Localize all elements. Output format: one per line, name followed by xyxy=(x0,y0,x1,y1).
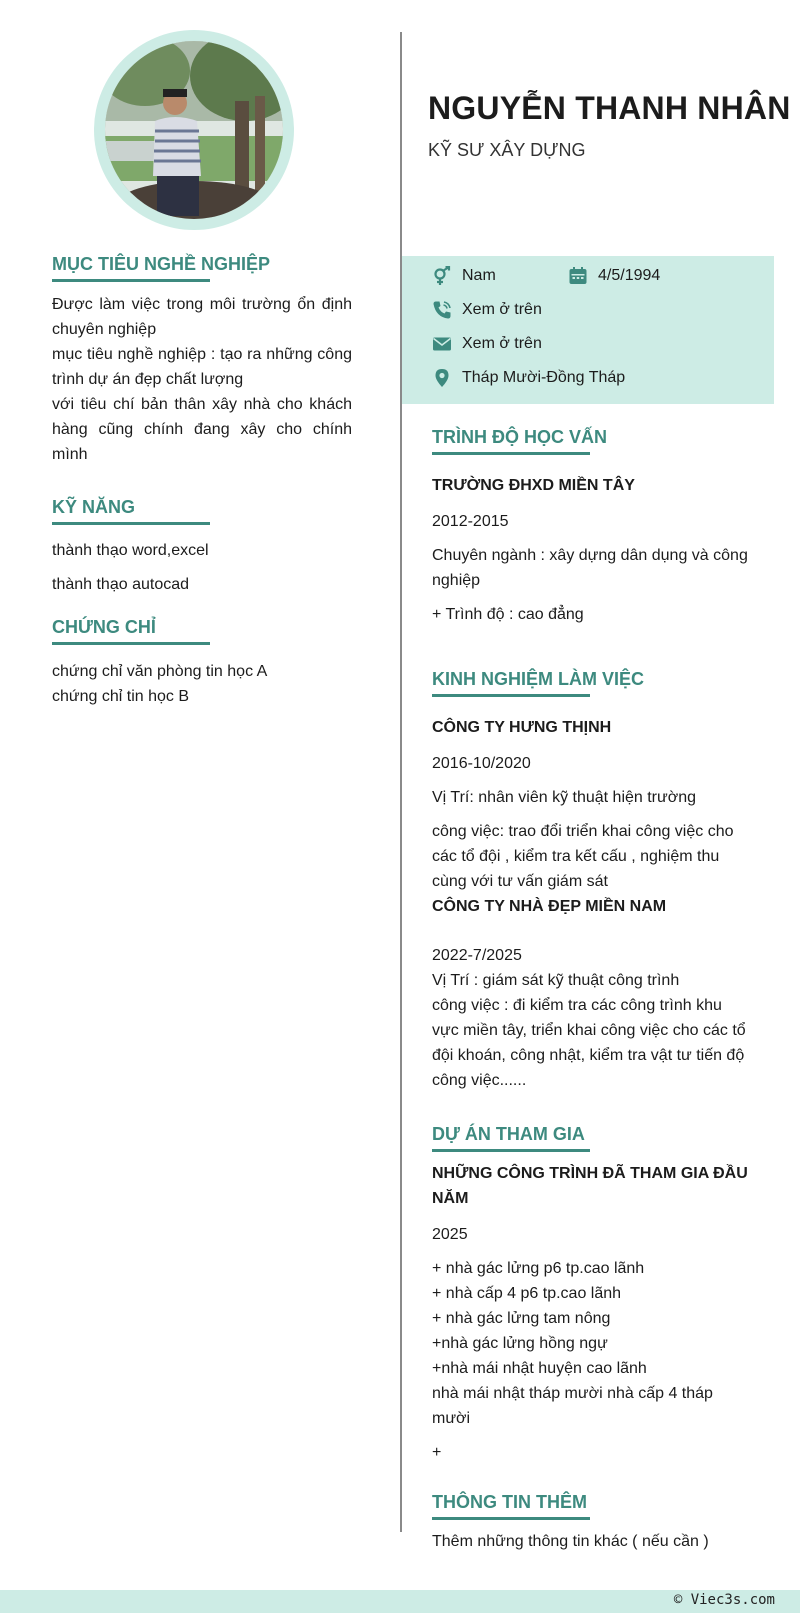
skills-section xyxy=(52,495,352,597)
contact-gender: Nam xyxy=(432,266,496,286)
work-period: 2016-10/2020 xyxy=(432,755,531,772)
section-underline xyxy=(52,642,210,645)
project-item: + nhà gác lửng p6 tp.cao lãnh xyxy=(432,1260,645,1277)
education-level: + Trình độ : cao đẳng xyxy=(432,606,584,623)
avatar xyxy=(94,30,294,230)
footer-watermark: © Viec3s.com xyxy=(673,1592,775,1608)
email-icon xyxy=(432,334,452,354)
projects-year: 2025 xyxy=(432,1226,468,1243)
footer-bar xyxy=(0,1590,800,1613)
certificate-item: chứng chỉ văn phòng tin học A xyxy=(52,663,268,680)
skill-item: thành thạo autocad xyxy=(52,576,190,593)
education-section xyxy=(432,425,752,627)
contact-phone: Xem ở trên xyxy=(432,300,542,320)
section-underline xyxy=(52,522,210,525)
section-title-certificates: CHỨNG CHỈ xyxy=(52,615,156,639)
section-underline xyxy=(432,694,590,697)
section-underline xyxy=(432,452,590,455)
skill-item: thành thạo word,excel xyxy=(52,542,209,559)
job-title: KỸ SƯ XÂY DỰNG xyxy=(428,140,586,160)
school-name: TRƯỜNG ĐHXD MIỀN TÂY xyxy=(432,477,635,494)
project-item: +nhà mái nhật huyện cao lãnh xyxy=(432,1360,647,1377)
section-underline xyxy=(432,1149,590,1152)
avatar-photo xyxy=(105,41,283,219)
phone-icon xyxy=(432,300,452,320)
section-title-experience: KINH NGHIỆM LÀM VIỆC xyxy=(432,667,644,691)
candidate-name: NGUYỄN THANH NHÂN xyxy=(428,90,791,126)
projects-heading: NHỮNG CÔNG TRÌNH ĐÃ THAM GIA ĐẦU NĂM xyxy=(432,1165,748,1207)
work-period: 2022-7/2025 xyxy=(432,947,522,964)
additional-text: Thêm những thông tin khác ( nếu cần ) xyxy=(432,1533,709,1550)
career-objective-text xyxy=(52,292,352,467)
work-position: Vị Trí: nhân viên kỹ thuật hiện trường xyxy=(432,789,697,806)
objective-line: với tiêu chí bản thân xây nhà cho khách hàng cũng chính đang xây cho chính mình xyxy=(52,396,352,463)
experience-section xyxy=(432,667,752,1093)
objective-line: Được làm việc trong môi trường ổn định chuyên nghiệp xyxy=(52,296,352,338)
projects-list xyxy=(432,1256,752,1431)
work-duties: công việc: trao đổi triển khai công việc cho các tổ đội , kiểm tra kết cấu , nghiệm thu cùng với tư vấn giám sát xyxy=(432,823,734,890)
section-title-skills: KỸ NĂNG xyxy=(52,495,135,519)
career-objective-section xyxy=(52,252,352,467)
company-name: CÔNG TY NHÀ ĐẸP MIỀN NAM xyxy=(432,898,667,915)
project-item: + xyxy=(432,1444,442,1461)
work-position: Vị Trí : giám sát kỹ thuật công trình xyxy=(432,972,680,989)
certificates-section xyxy=(52,615,352,709)
section-underline xyxy=(52,279,210,282)
section-title-projects: DỰ ÁN THAM GIA xyxy=(432,1122,585,1146)
work-duties: công việc : đi kiểm tra các công trình khu vực miền tây, triển khai công việc cho các tổ đội khoán, công nhật, kiểm tra vật tư tiến độ công việc...... xyxy=(432,997,746,1089)
contact-panel xyxy=(402,256,774,404)
education-period: 2012-2015 xyxy=(432,513,509,530)
section-underline xyxy=(432,1517,590,1520)
contact-email: Xem ở trên xyxy=(432,334,542,354)
location-pin-icon xyxy=(432,368,452,388)
calendar-icon xyxy=(568,266,588,286)
section-title-career-objective: MỤC TIÊU NGHỀ NGHIỆP xyxy=(52,252,270,276)
additional-info-section xyxy=(432,1490,752,1554)
section-title-additional: THÔNG TIN THÊM xyxy=(432,1490,587,1514)
project-item: nhà mái nhật tháp mười nhà cấp 4 tháp mười xyxy=(432,1385,713,1427)
project-item: +nhà gác lửng hồng ngự xyxy=(432,1335,608,1352)
education-major: Chuyên ngành : xây dựng dân dụng và công nghiệp xyxy=(432,547,748,589)
objective-line: mục tiêu nghề nghiệp : tạo ra những công trình dự án đẹp chất lượng xyxy=(52,346,352,388)
section-title-education: TRÌNH ĐỘ HỌC VẤN xyxy=(432,425,607,449)
projects-section xyxy=(432,1122,752,1465)
contact-address: Tháp Mười-Đồng Tháp xyxy=(432,368,625,388)
project-item: + nhà gác lửng tam nông xyxy=(432,1310,611,1327)
certificate-item: chứng chỉ tin học B xyxy=(52,688,190,705)
gender-icon xyxy=(432,266,452,286)
project-item: + nhà cấp 4 p6 tp.cao lãnh xyxy=(432,1285,622,1302)
company-name: CÔNG TY HƯNG THỊNH xyxy=(432,719,612,736)
contact-birthday: 4/5/1994 xyxy=(568,266,660,286)
